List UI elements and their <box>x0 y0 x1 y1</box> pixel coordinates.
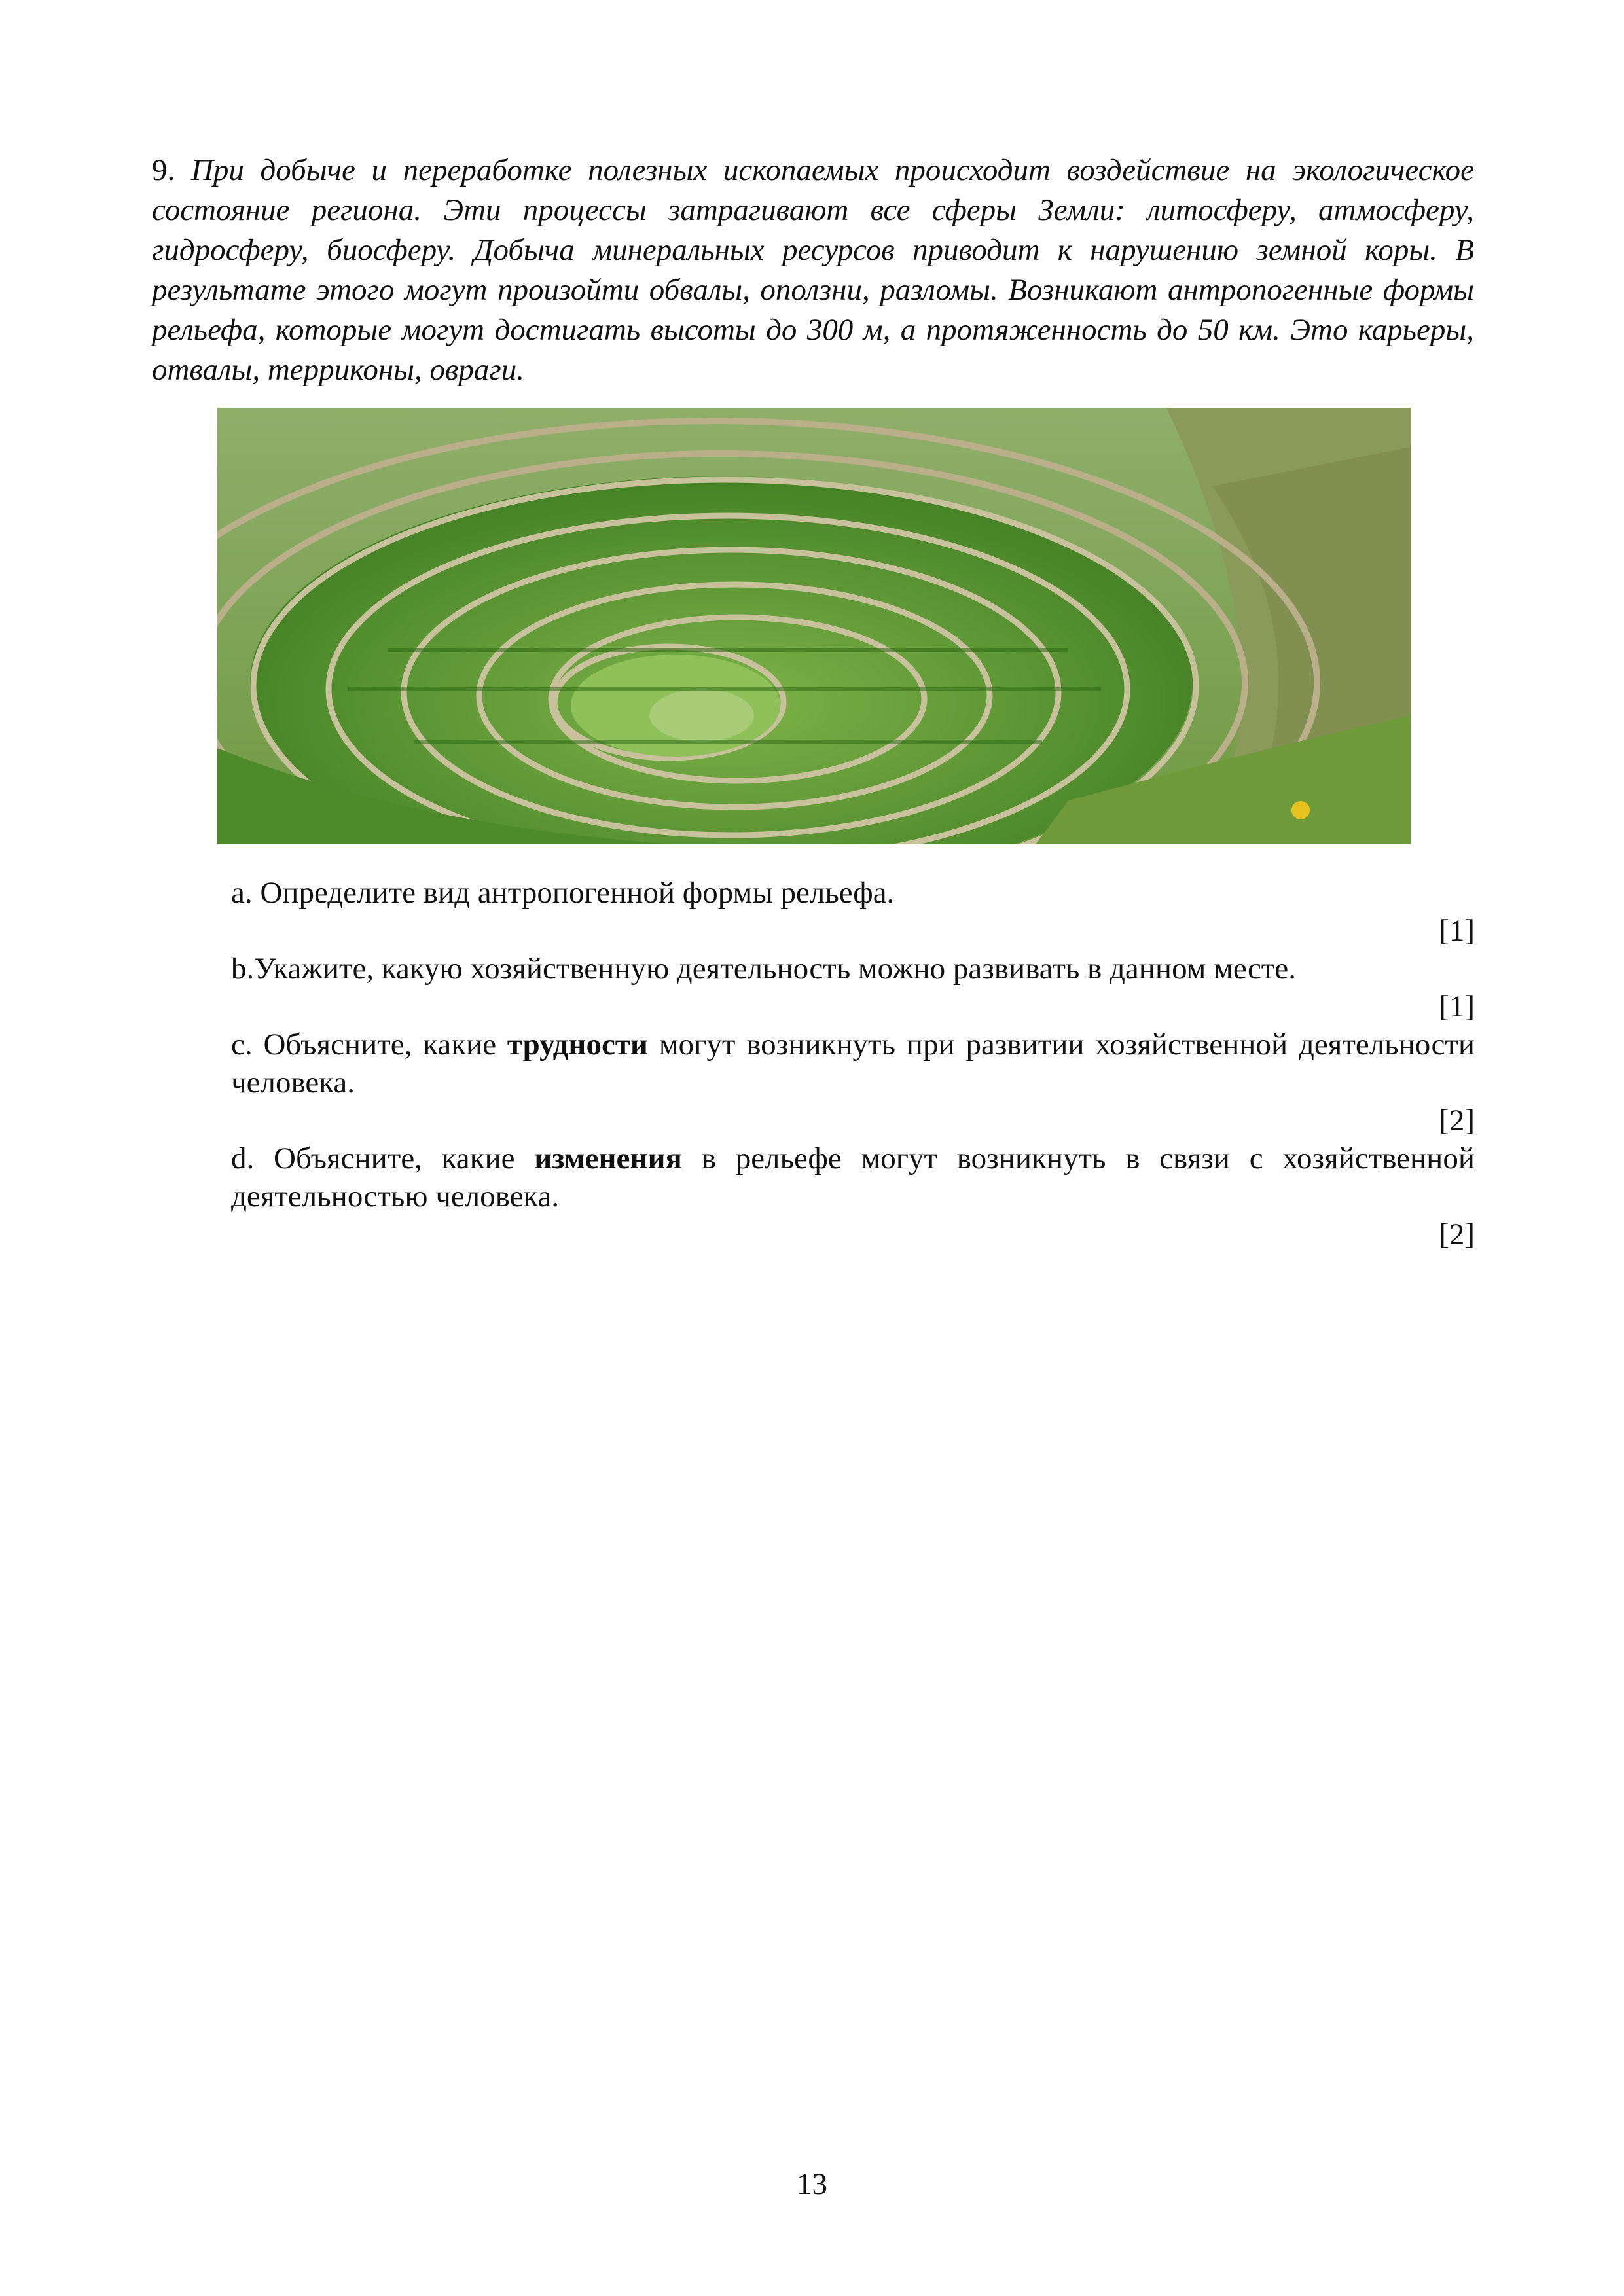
question-c <box>231 1026 1475 1102</box>
page-number: 13 <box>797 2167 827 2201</box>
question-d <box>231 1139 1475 1215</box>
question-c-after: могут возникнуть при развитии хозяйственной деятельности человека. <box>231 1028 1475 1100</box>
question-a: a. Определите вид антропогенной формы рельефа. <box>231 876 895 910</box>
question-c-before: c. Объясните, какие <box>231 1028 507 1062</box>
questions-block <box>231 874 1475 1253</box>
question-b-mark: [1] <box>1439 990 1475 1024</box>
question-intro-text: При добыче и переработке полезных ископаемых происходит воздействие на экологическое состояние региона. Эти процессы затрагивают все сферы Земли: литосферу, атмосферу, гидросферу, биосферу. Добыча минеральных ресурсов приводит к нарушению земной коры. В результате этого могут произойти обвалы, оползни, разломы. Возникают антропогенные формы рельефа, которые могут достигать высоты до 300 м, а протяженность до 50 км. Это карьеры, отвалы, терриконы, овраги. <box>152 153 1475 387</box>
question-d-after: в рельефе могут возникнуть в связи с хозяйственной деятельностью человека. <box>231 1141 1475 1213</box>
question-d-mark: [2] <box>1439 1217 1475 1251</box>
question-d-before: d. Объясните, какие <box>231 1141 535 1175</box>
question-9-intro <box>152 151 1474 390</box>
question-c-keyword: трудности <box>507 1028 649 1062</box>
question-b: b.Укажите, какую хозяйственную деятельность можно развивать в данном месте. <box>231 952 1296 986</box>
terraces-photo <box>217 408 1411 844</box>
question-c-mark: [2] <box>1439 1103 1475 1138</box>
question-a-mark: [1] <box>1439 914 1475 948</box>
question-number: 9. <box>152 153 175 187</box>
question-d-keyword: изменения <box>534 1141 682 1175</box>
